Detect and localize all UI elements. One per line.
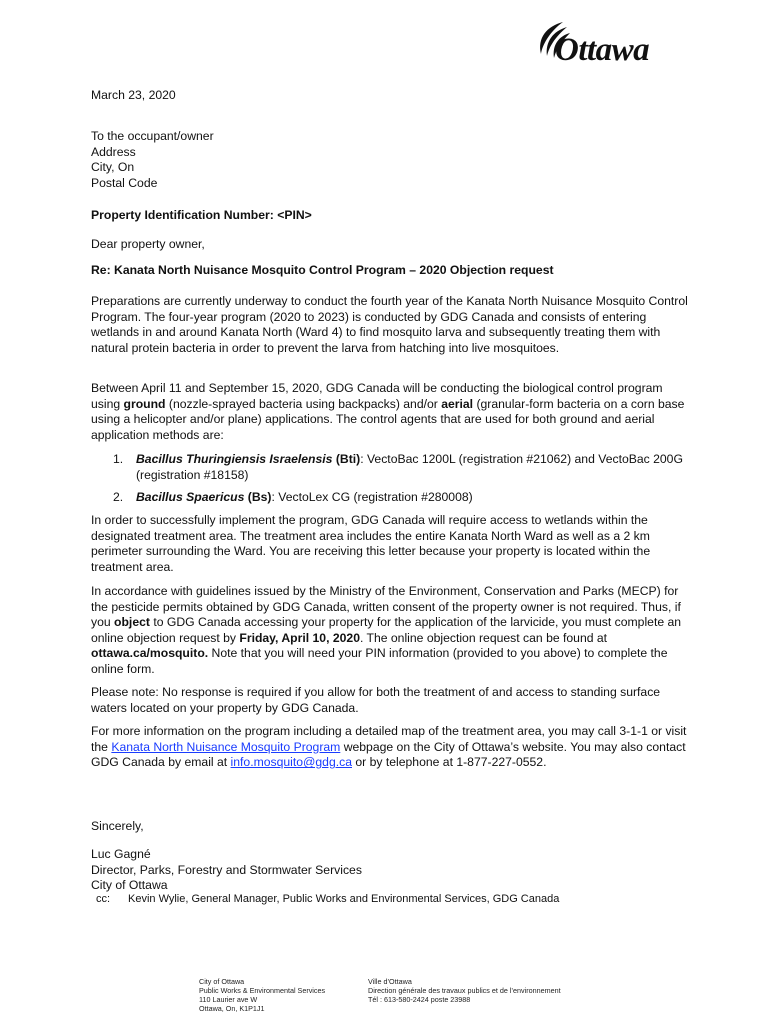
cc-recipient: Kevin Wylie, General Manager, Public Works and Environmental Services, GDG Canada (128, 893, 560, 905)
recipient-address (91, 129, 691, 191)
footer-french (368, 977, 561, 1004)
list-number: 2. (113, 490, 124, 504)
p4-text: Note that you will need your PIN information (provided to you above) to complete the online form. (91, 646, 668, 676)
cc-label: cc: (96, 893, 111, 905)
p6-text: For more information on the program including a detailed map of the treatment area, you may call 3-1-1 or visit the (91, 724, 687, 754)
p4-url: ottawa.ca/mosquito. (91, 646, 209, 661)
email-link[interactable]: info.mosquito@gdg.ca (230, 755, 352, 770)
p4-deadline: Friday, April 10, 2020 (239, 630, 360, 645)
p4-text: In accordance with guidelines issued by the Ministry of the Environment, Conservation and Parks (MECP) for the pesticide permits obtained by GDG Canada, written consent of the property owner is not required. Thus, if you (91, 584, 681, 630)
p4-text: . The online objection request can be found at (359, 630, 608, 645)
list-item (113, 452, 683, 484)
list-body (136, 490, 691, 506)
signature-title: Director, Parks, Forestry and Stormwater Services (91, 862, 362, 877)
closing: Sincerely, (91, 819, 144, 833)
footer-line: Ottawa, On, K1P1J1 (199, 1004, 265, 1013)
ottawa-logo (533, 18, 698, 70)
footer-line: City of Ottawa (199, 977, 245, 986)
p2-text: (nozzle-sprayed bacteria using backpacks) and/or (165, 396, 442, 411)
paragraph-access: In order to successfully implement the program, GDG Canada will require access to wetlands within the designated treatment area. The treatment area includes the entire Kanata North Ward as well as a 2 km perimeter surrounding the Ward. You are receiving this letter because your property is located within the treatment area. (91, 513, 651, 574)
salutation: Dear property owner, (91, 237, 205, 251)
letter-date: March 23, 2020 (91, 88, 176, 102)
footer-line: Direction générale des travaux publics et de l’environnement (368, 986, 561, 995)
p6-text: or by telephone at 1-877-227-0552. (352, 755, 547, 770)
paragraph-objection (91, 584, 691, 678)
recipient-line: City, On (91, 160, 135, 175)
paragraph-intro: Preparations are currently underway to conduct the fourth year of the Kanata North Nuisance Mosquito Control Program. The four-year program (2020 to 2023) is conducted by GDG Canada and consists of entering wetlands in and around Kanata North (Ward 4) to find mosquito larva and subsequently treating them with natural protein bacteria in order to prevent the larva from hatching into live mosquitoes. (91, 294, 688, 355)
agent-products: : VectoLex CG (registration #280008) (271, 490, 473, 504)
p2-text: (granular-form bacteria on a corn base using a helicopter and/or plane) applications. The control agents that are used for both ground and aerial application methods are: (91, 396, 685, 442)
paragraph-note: Please note: No response is required if you allow for both the treatment of and access to standing surface waters located on your property by GDG Canada. (91, 685, 661, 715)
footer-line: 110 Laurier ave W (199, 995, 258, 1004)
signature-block (91, 847, 691, 894)
pin-line: Property Identification Number: <PIN> (91, 208, 312, 222)
paragraph-contact (91, 724, 691, 771)
p2-aerial: aerial (441, 396, 474, 411)
list-number: 1. (113, 452, 124, 466)
p4-text: to GDG Canada accessing your property for the application of the larvicide, you must complete an online objection request by (91, 615, 682, 645)
agent-name: Bacillus Thuringiensis Israelensis (136, 452, 333, 466)
list-body (136, 452, 691, 483)
p2-text: Between April 11 and September 15, 2020, GDG Canada will be conducting the biological control program using (91, 381, 663, 411)
footer-line: Ville d’Ottawa (368, 977, 412, 986)
paragraph-schedule (91, 381, 691, 443)
signature-org: City of Ottawa (91, 878, 168, 893)
recipient-line: Postal Code (91, 175, 158, 190)
footer-line: Public Works & Environmental Services (199, 986, 326, 995)
ottawa-logo-text: Ottawa (555, 32, 650, 68)
agent-abbr: (Bs) (247, 490, 272, 504)
p2-ground: ground (123, 396, 166, 411)
footer-line: Tél : 613-580-2424 poste 23988 (368, 995, 471, 1004)
recipient-line: To the occupant/owner (91, 129, 214, 143)
agent-products: : VectoBac 1200L (registration #21062) and VectoBac 200G (registration #18158) (136, 452, 683, 482)
footer-english (199, 977, 325, 1013)
p4-object: object (114, 615, 150, 630)
subject-line: Re: Kanata North Nuisance Mosquito Control Program – 2020 Objection request (91, 263, 554, 277)
signature-name: Luc Gagné (91, 847, 151, 861)
program-webpage-link[interactable]: Kanata North Nuisance Mosquito Program (111, 739, 341, 754)
recipient-line: Address (91, 144, 136, 159)
agent-abbr: (Bti) (335, 452, 361, 466)
p6-text: webpage on the City of Ottawa’s website. You may also contact GDG Canada by email at (91, 739, 686, 770)
agent-name: Bacillus Spaericus (136, 490, 245, 504)
list-item (113, 490, 683, 506)
